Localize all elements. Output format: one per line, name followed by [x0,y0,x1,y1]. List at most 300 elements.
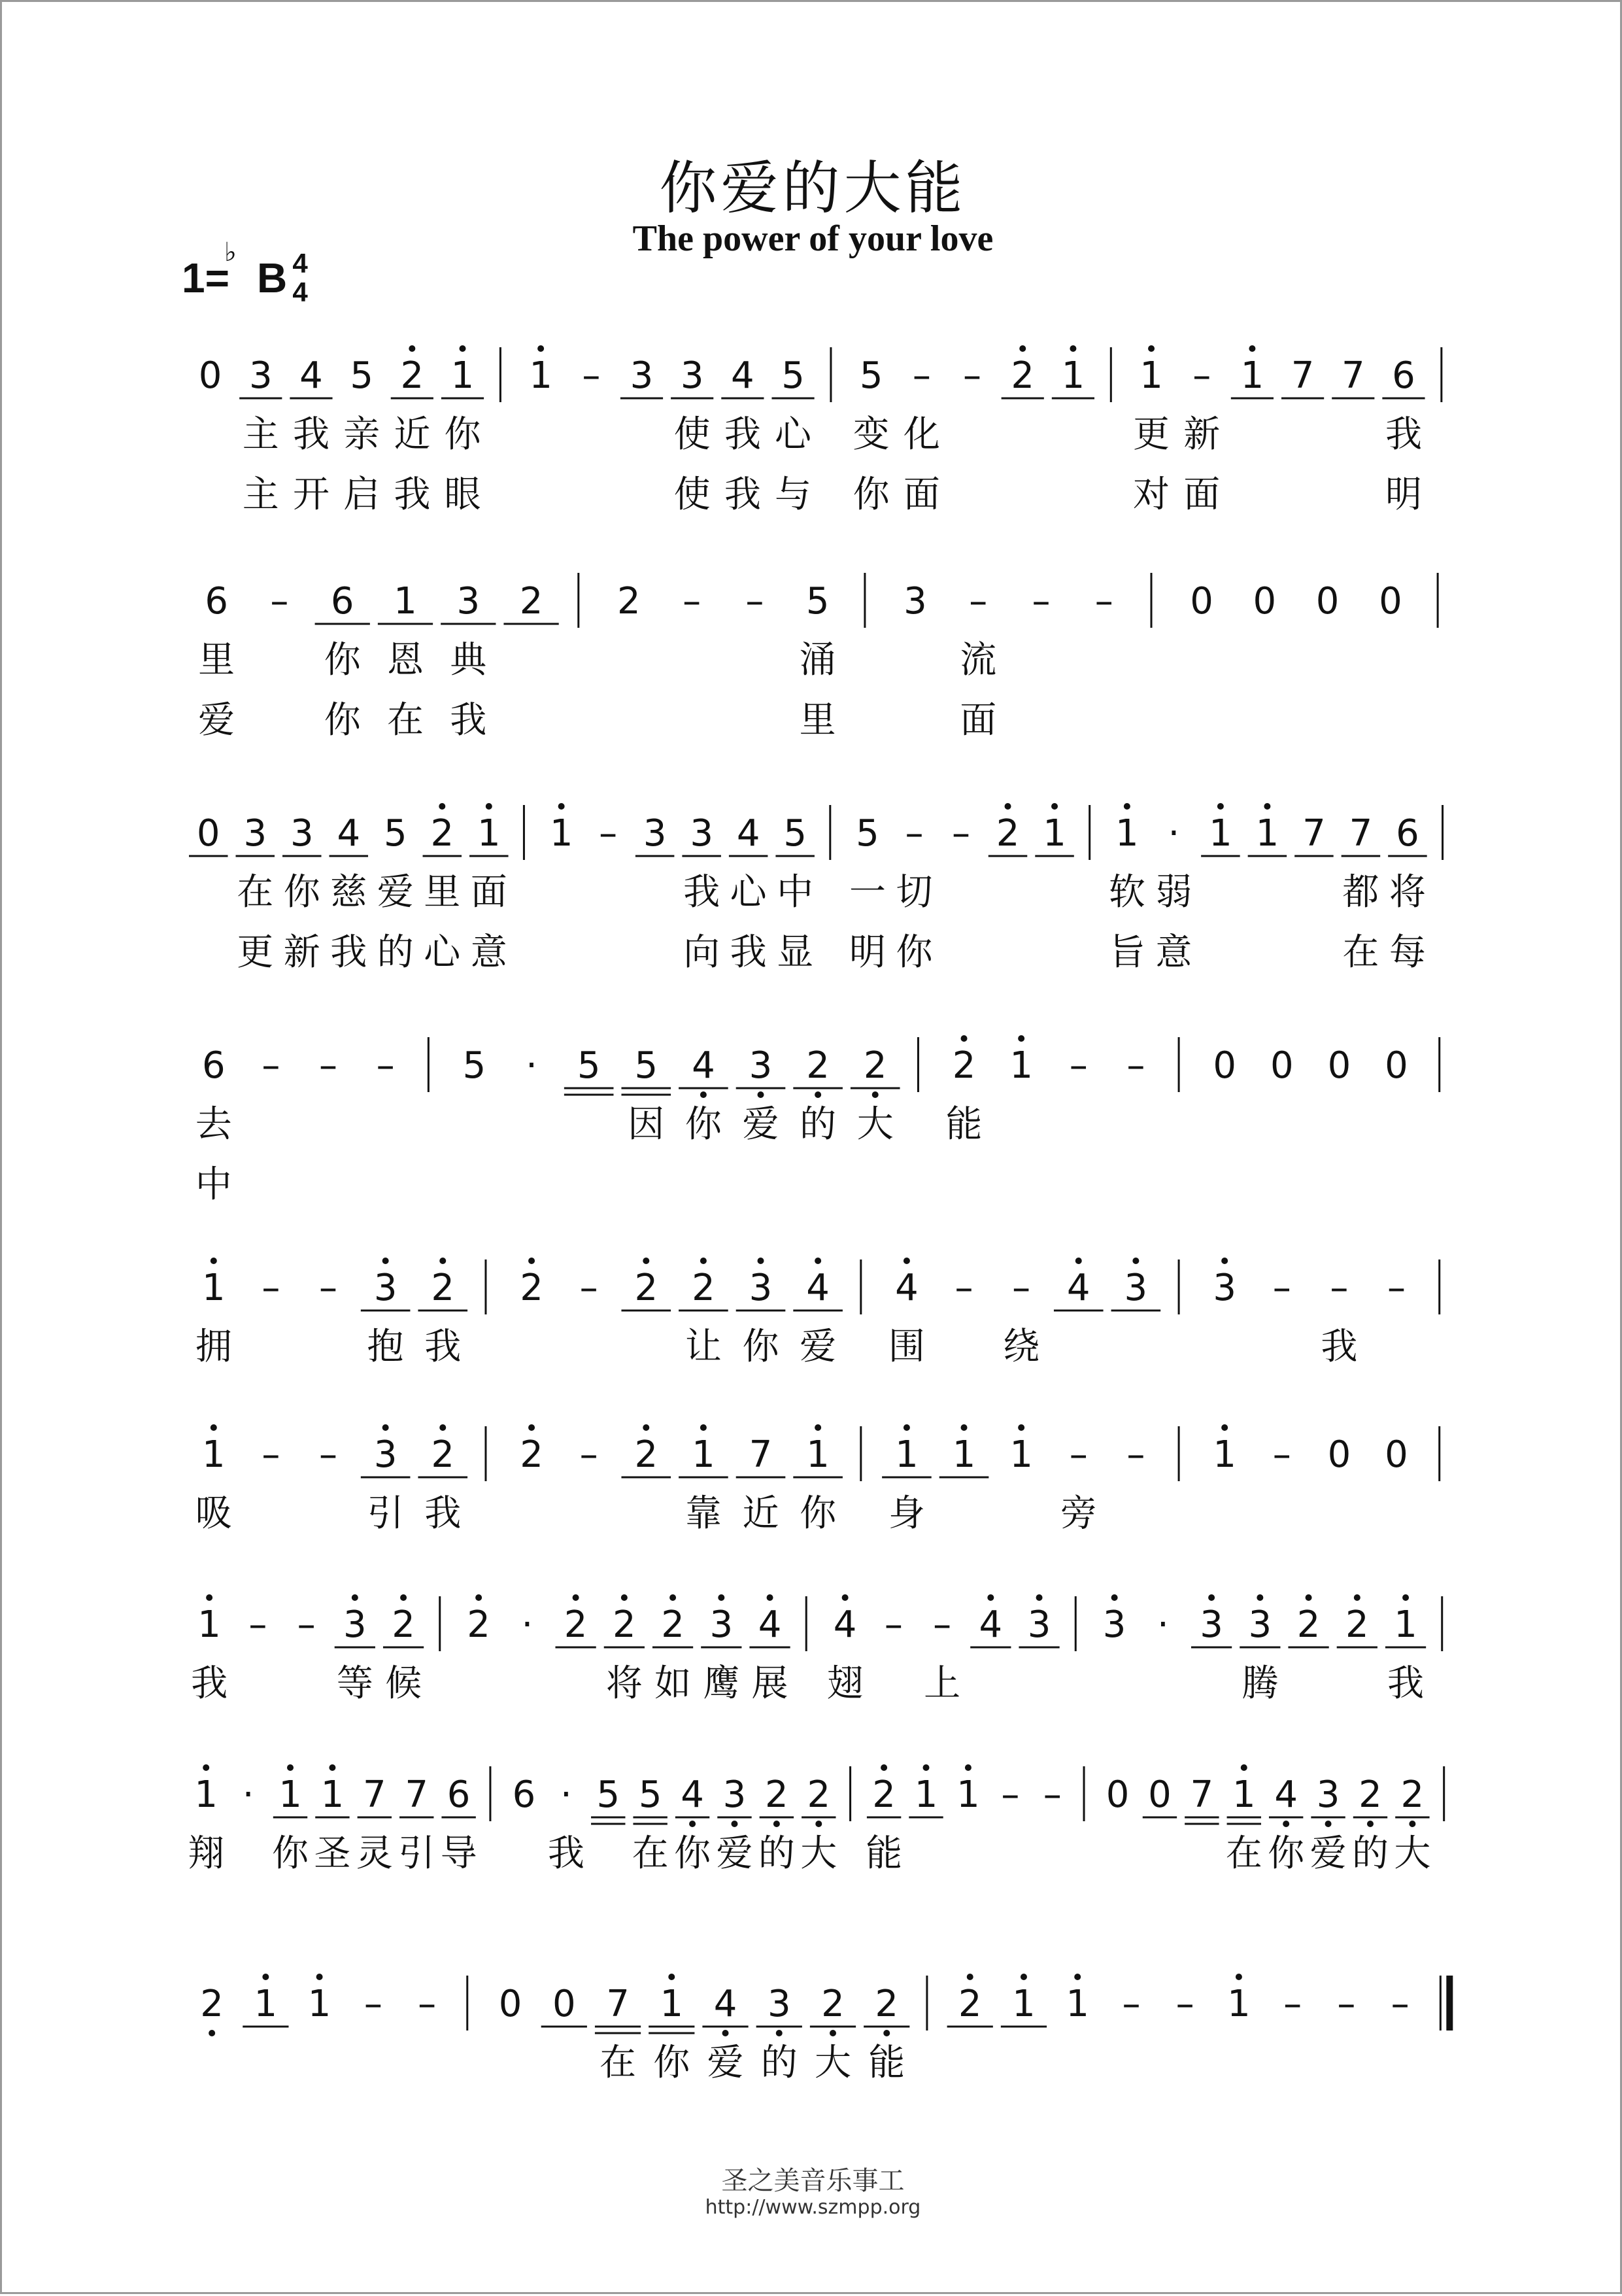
lyric-char: 主 [242,413,279,456]
high-octave-dot [842,1594,849,1601]
high-octave-dot [439,1258,446,1264]
lyric-char: 让 [684,1326,722,1368]
note: 1 [914,1773,938,1816]
high-octave-dot [1208,1594,1215,1601]
low-octave-dot [731,1821,737,1827]
low-octave-dot [722,2030,729,2036]
note: 2 [431,1267,455,1309]
low-octave-dot [872,1091,879,1098]
flat-sign: ♭ [224,237,237,267]
lyric-char: 面 [903,473,940,516]
lyric-char: 我 [724,473,761,516]
lyric-char: 大 [856,1103,894,1146]
lyric-char: 抱 [367,1326,404,1368]
high-octave-dot [965,1764,972,1771]
note: 3 [1248,1603,1272,1646]
note: 4 [713,1983,737,2025]
note: – [1272,1433,1291,1476]
note: 3 [1124,1267,1148,1309]
note: 4 [1066,1267,1090,1309]
note: 2 [634,1433,658,1476]
lyric-char: 我 [730,931,767,974]
note: 3 [1027,1603,1051,1646]
lyric-char: 腾 [1242,1662,1279,1705]
note: 1 [1227,1983,1251,2025]
lyric-char: 慈 [330,871,367,914]
note: 0 [552,1983,576,2025]
lyric-char: 心 [775,413,812,456]
lyric-char: 在 [237,871,274,914]
note: 3 [904,580,927,623]
high-octave-dot [1221,1424,1228,1431]
lyric-char: 去 [195,1103,232,1146]
note: 1 [1066,1983,1090,2025]
high-octave-dot [262,1974,269,1980]
note: – [1283,1983,1302,2025]
note: 1 [1009,1433,1033,1476]
note: – [905,812,924,855]
lyric-char: 围 [888,1326,925,1368]
lyric-char: 爱 [707,2042,744,2084]
note: 2 [661,1603,684,1646]
note: 1 [254,1983,278,2025]
lyric-char: 的 [758,1832,795,1875]
lyric-char: 里 [424,871,461,914]
note: 0 [1253,580,1277,623]
lyric-char: 弱 [1155,871,1192,914]
high-octave-dot [1019,345,1026,352]
note: – [262,1433,280,1476]
lyric-char: 你 [324,639,361,681]
lyric-char: 近 [742,1492,779,1535]
note: 2 [996,812,1020,855]
note: · [242,1773,254,1816]
note: 4 [681,1773,704,1816]
note: 3 [373,1433,397,1476]
lyric-char: 大 [800,1832,837,1875]
note: 7 [1190,1773,1214,1816]
high-octave-dot [211,1258,217,1264]
high-octave-dot [1354,1594,1360,1601]
note: 1 [450,354,475,397]
note: – [582,354,601,397]
note: 1 [1240,354,1264,397]
lyric-char: 身 [888,1492,925,1535]
lyric-char: 对 [1133,473,1170,516]
note: 0 [1385,1044,1408,1087]
high-octave-dot [904,1424,910,1431]
note: – [297,1603,316,1646]
high-octave-dot [1074,1974,1081,1980]
lyric-char: 鹰 [703,1662,740,1705]
note: – [319,1267,338,1309]
lyric-char: 将 [605,1662,643,1705]
high-octave-dot [211,1424,217,1431]
note: – [1032,580,1051,623]
note: – [963,354,982,397]
note: 7 [362,1773,386,1816]
note: · [1157,1603,1169,1646]
note: 5 [859,354,883,397]
note: – [1126,1433,1145,1476]
note: 2 [863,1044,887,1087]
lyric-char: 我 [292,413,329,456]
high-octave-dot [1249,345,1255,352]
note: – [745,580,764,623]
lyric-char: 一 [849,871,887,914]
note: · [560,1773,572,1816]
high-octave-dot [1018,1424,1024,1431]
note: 7 [1291,354,1315,397]
note: – [579,1267,598,1309]
lyric-char: 意 [1155,931,1192,974]
lyric-char: 我 [450,699,487,742]
note: 4 [736,812,760,855]
high-octave-dot [382,1424,389,1431]
high-octave-dot [382,1258,389,1264]
high-octave-dot [475,1594,482,1601]
lyric-char: 我 [683,871,720,914]
high-octave-dot [439,803,445,810]
high-octave-dot [987,1594,994,1601]
note: 6 [447,1773,471,1816]
lyric-char: 眼 [444,473,481,516]
high-octave-dot [537,345,544,352]
high-octave-dot [1005,803,1011,810]
note: 4 [895,1267,919,1309]
note: – [1012,1267,1031,1309]
high-octave-dot [815,1424,821,1431]
high-octave-dot [669,1594,676,1601]
high-octave-dot [1306,1594,1312,1601]
high-octave-dot [1402,1594,1409,1601]
time-sig-top: 4 [292,248,308,279]
lyric-char: 引 [367,1492,404,1535]
lyric-char: 圣 [314,1832,351,1875]
low-octave-dot [815,1821,822,1827]
high-octave-dot [1221,1258,1228,1264]
lyric-char: 展 [751,1662,788,1705]
high-octave-dot [881,1764,887,1771]
lyric-char: 导 [440,1832,477,1875]
note: 2 [200,1983,224,2025]
note: 7 [1302,812,1326,855]
lyric-char: 你 [1268,1832,1305,1875]
lyric-char: 近 [394,413,431,456]
lyric-char: 因 [628,1103,665,1146]
lyric-char: 你 [800,1492,837,1535]
high-octave-dot [1217,803,1224,810]
note: 1 [895,1433,919,1476]
high-octave-dot [528,1258,535,1264]
note: 1 [307,1983,331,2025]
note: – [955,1267,973,1309]
lyric-char: 候 [385,1662,422,1705]
lyric-char: 我 [191,1662,228,1705]
note: 1 [806,1433,830,1476]
note: 1 [197,1603,221,1646]
lyric-char: 更 [1133,413,1170,456]
note: – [376,1044,395,1087]
note: – [248,1603,267,1646]
note: 7 [405,1773,429,1816]
note: 0 [498,1983,522,2025]
note: – [952,812,971,855]
low-octave-dot [209,2030,215,2036]
lyric-char: 在 [1225,1832,1262,1875]
note: 2 [952,1044,976,1087]
note: – [969,580,988,623]
lyric-char: 爱 [800,1326,837,1368]
lyric-char: 显 [777,931,814,974]
note: 1 [1232,1773,1256,1816]
key-prefix: 1= [182,254,229,301]
note: – [1094,580,1113,623]
note: – [262,1044,280,1087]
low-octave-dot [689,1821,696,1827]
lyric-char: 将 [1389,871,1426,914]
lyric-char: 亲 [343,413,380,456]
note: 5 [805,580,830,623]
note: 5 [783,812,807,855]
note: 3 [749,1267,773,1309]
note: – [1001,1773,1020,1816]
high-octave-dot [486,803,492,810]
lyric-char: 面 [470,871,507,914]
note: 2 [1400,1773,1425,1816]
lyric-char: 吸 [195,1492,232,1535]
note: 2 [430,812,454,855]
note: – [418,1983,437,2025]
high-octave-dot [643,1258,649,1264]
note: 1 [1115,812,1139,855]
note: – [579,1433,598,1476]
note: 1 [692,1433,715,1476]
high-octave-dot [643,1424,649,1431]
note: 1 [1012,1983,1036,2025]
note: 7 [749,1433,773,1476]
high-octave-dot [1070,345,1076,352]
note: 4 [806,1267,830,1309]
note: 6 [1396,812,1419,855]
lyric-char: 恩 [387,639,424,681]
note: 3 [643,812,667,855]
lyric-char: 我 [724,413,761,456]
low-octave-dot [758,1091,764,1098]
high-octave-dot [700,1258,707,1264]
note: 2 [807,1773,831,1816]
lyric-char: 典 [450,639,487,681]
note: 0 [198,354,222,397]
note: – [1330,1267,1349,1309]
note: – [1387,1267,1406,1309]
note: 2 [958,1983,982,2025]
note: 2 [821,1983,845,2025]
high-octave-dot [1036,1594,1043,1601]
note: 5 [577,1044,601,1087]
note: 5 [634,1044,658,1087]
key-note: B [256,254,288,301]
lyric-char: 我 [424,1492,462,1535]
low-octave-dot [1283,1821,1289,1827]
note: 4 [758,1603,782,1646]
note: 2 [692,1267,715,1309]
lyric-char: 向 [683,931,720,974]
lyric-char: 流 [960,639,997,681]
note: 4 [692,1044,715,1087]
lyric-char: 中 [777,871,814,914]
note: – [683,580,701,623]
note: 1 [279,1773,302,1816]
high-octave-dot [923,1764,930,1771]
lyric-char: 明 [1385,473,1422,516]
note: 4 [337,812,361,855]
note: 2 [1345,1603,1369,1646]
note: 1 [194,1773,218,1816]
note: 4 [833,1603,857,1646]
footer-url: http://www.szmpp.org [705,2196,921,2219]
lyric-char: 你 [742,1326,779,1368]
note: – [319,1044,338,1087]
note: 2 [1359,1773,1382,1816]
high-octave-dot [409,345,415,352]
high-octave-dot [316,1974,323,1980]
high-octave-dot [439,1424,446,1431]
note: 2 [617,580,641,623]
lyric-char: 切 [896,871,933,914]
lyric-char: 变 [853,413,890,456]
lyric-char: 大 [1394,1832,1431,1875]
high-octave-dot [1111,1594,1118,1601]
note: – [884,1603,903,1646]
high-octave-dot [329,1764,335,1771]
lyric-char: 使 [673,413,711,456]
lyric-char: 爱 [716,1832,753,1875]
note: – [1272,1267,1291,1309]
note: 2 [564,1603,588,1646]
note: – [1122,1983,1141,2025]
lyric-char: 灵 [356,1832,393,1875]
high-octave-dot [1264,803,1270,810]
note: 5 [856,812,879,855]
high-octave-dot [758,1258,764,1264]
high-octave-dot [1148,345,1155,352]
note: 1 [1255,812,1279,855]
lyric-char: 心 [730,871,767,914]
note: · [1168,812,1180,855]
lyric-char: 面 [1183,473,1221,516]
lyric-char: 涌 [799,639,836,681]
note: 7 [1341,354,1365,397]
low-octave-dot [776,2030,783,2036]
low-octave-dot [773,1821,780,1827]
note: 3 [290,812,314,855]
note: 2 [520,1433,543,1476]
note: 0 [1190,580,1213,623]
note: – [933,1603,952,1646]
lyric-char: 等 [336,1662,373,1705]
lyric-char: 如 [654,1662,692,1705]
note: 0 [1379,580,1402,623]
note: – [1175,1983,1194,2025]
note: 1 [549,812,573,855]
lyric-char: 在 [600,2042,637,2084]
lyric-char: 你 [674,1832,711,1875]
note: 1 [201,1433,226,1476]
note: 2 [872,1773,896,1816]
note: 0 [1106,1773,1130,1816]
lyric-char: 在 [632,1832,669,1875]
lyric-char: 能 [866,1832,903,1875]
lyric-char: 新 [1183,413,1221,456]
note: 7 [606,1983,630,2025]
note: – [262,1267,280,1309]
note: 1 [320,1773,345,1816]
note: 2 [431,1433,455,1476]
note: · [526,1044,537,1087]
lyric-char: 你 [283,871,320,914]
song-title: 你爱的大能 [659,154,967,222]
high-octave-dot [700,1424,707,1431]
note: 1 [529,354,552,397]
high-octave-dot [460,345,466,352]
lyric-char: 都 [1342,871,1379,914]
low-octave-dot [830,2030,836,2036]
note: – [1069,1044,1088,1087]
note: – [270,580,289,623]
lyric-char: 翅 [826,1662,864,1705]
note: – [319,1433,338,1476]
lyric-char: 你 [684,1103,722,1146]
note: 4 [979,1603,1003,1646]
lyric-char: 明 [849,931,887,974]
note: 5 [383,812,407,855]
note: 0 [1270,1044,1294,1087]
note: 2 [1296,1603,1321,1646]
lyric-char: 心 [424,931,461,974]
note: – [1069,1433,1088,1476]
note: 3 [343,1603,367,1646]
note: 6 [201,1044,226,1087]
lyric-char: 的 [760,2042,798,2084]
note: 1 [1394,1603,1417,1646]
lyric-char: 我 [1385,413,1422,456]
lyric-char: 的 [1351,1832,1389,1875]
note: 2 [806,1044,830,1087]
lyric-char: 开 [292,473,329,516]
lyric-char: 你 [853,473,890,516]
lyric-char: 我 [1387,1662,1425,1705]
high-octave-dot [528,1424,535,1431]
note: 2 [467,1603,490,1646]
note: 1 [660,1983,684,2025]
note: 5 [596,1773,620,1816]
note: 1 [952,1433,976,1476]
note: 2 [520,1267,543,1309]
high-octave-dot [558,803,565,810]
low-octave-dot [1409,1821,1415,1827]
lyric-char: 与 [775,473,812,516]
note: 1 [1061,354,1085,397]
lyric-char: 面 [960,699,997,742]
note: – [1126,1044,1145,1087]
lyric-char: 我 [394,473,431,516]
note: 3 [767,1983,791,2025]
high-octave-dot [904,1258,910,1264]
note: 3 [243,812,267,855]
note: 3 [680,354,704,397]
lyric-char: 你 [896,931,933,974]
